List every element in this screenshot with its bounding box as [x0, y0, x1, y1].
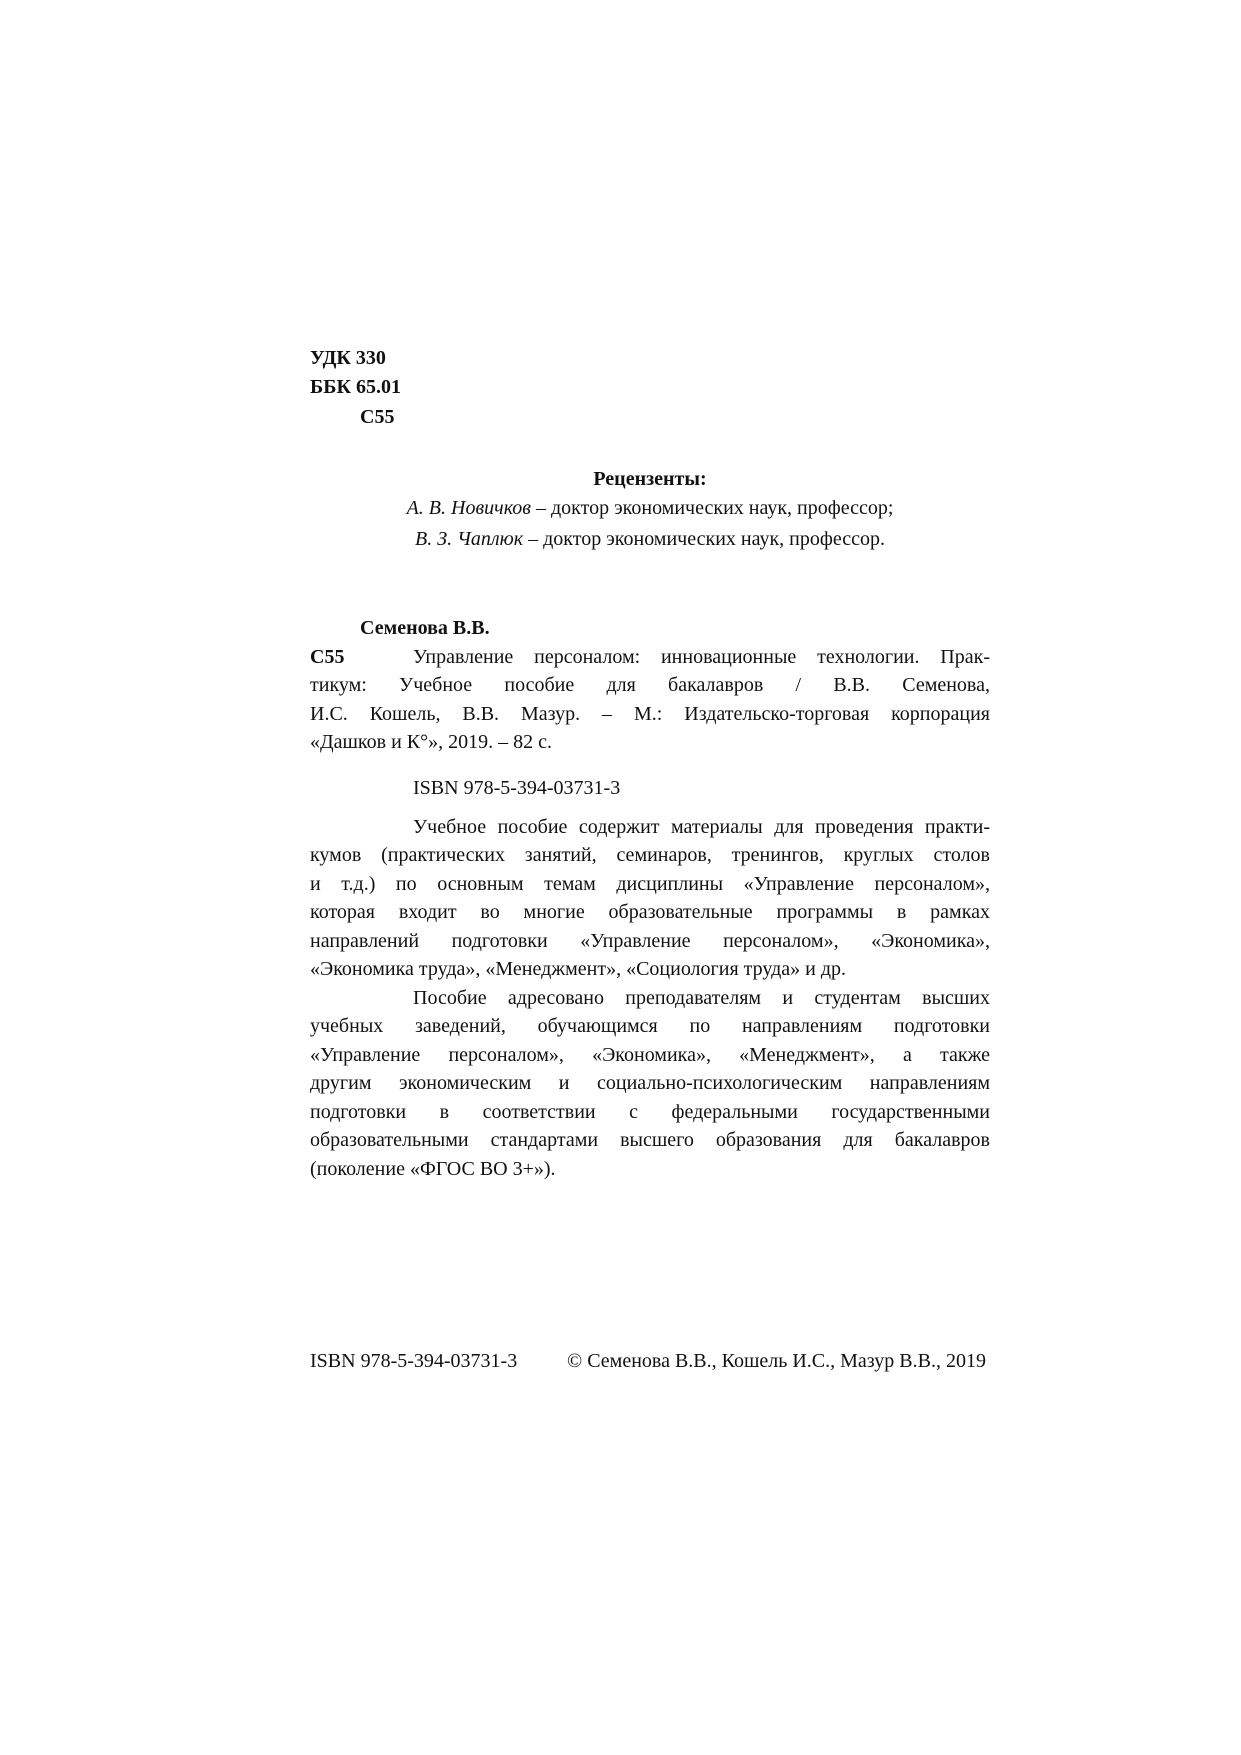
author-mark: С55 [360, 406, 395, 428]
reviewer-desc: – доктор экономических наук, профессор; [530, 497, 894, 519]
reviewer-2 [310, 525, 990, 553]
footer-copyright: © Семенова В.В., Кошель И.С., Мазур В.В., 2019 [567, 1350, 986, 1372]
abstract-line: Учебное пособие содержит материалы для проведения практи- [413, 816, 990, 838]
reviewer-name: В. З. Чаплюк [415, 528, 524, 550]
abstract-line: Пособие адресовано преподавателям и студентам высших [413, 987, 990, 1009]
entry-line: И.С. Кошель, В.В. Мазур. – М.: Издательско-торговая корпорация [310, 703, 990, 725]
entry-line: тикум: Учебное пособие для бакалавров / В.В. Семенова, [310, 674, 990, 696]
udk-code: УДК 330 [310, 347, 386, 369]
reviewers-heading: Рецензенты: [593, 468, 707, 490]
reviewer-1 [310, 494, 990, 522]
abstract-line: учебных заведений, обучающимся по направлениям подготовки [310, 1015, 990, 1037]
abstract-line: (поколение «ФГОС ВО 3+»). [310, 1158, 556, 1180]
abstract-line: «Экономика труда», «Менеджмент», «Социология труда» и др. [310, 958, 847, 980]
footer-isbn: ISBN 978-5-394-03731-3 [310, 1350, 518, 1372]
entry-line: «Дашков и К°», 2019. – 82 с. [310, 731, 552, 753]
abstract-line: другим экономическим и социально-психологическим направлениям [310, 1072, 990, 1094]
entry-isbn: ISBN 978-5-394-03731-3 [413, 777, 621, 799]
entry-author: Семенова В.В. [360, 617, 490, 639]
reviewer-desc: – доктор экономических наук, профессор. [523, 528, 885, 550]
abstract-line: которая входит во многие образовательные программы в рамках [310, 901, 990, 923]
bbk-code: ББК 65.01 [310, 376, 401, 398]
abstract-line: и т.д.) по основным темам дисциплины «Управление персоналом», [310, 873, 990, 895]
reviewer-name: А. В. Новичков [406, 497, 531, 519]
abstract-line: кумов (практических занятий, семинаров, тренингов, круглых столов [310, 844, 990, 866]
abstract-line: направлений подготовки «Управление персоналом», «Экономика», [310, 930, 990, 952]
entry-line: Управление персоналом: инновационные технологии. Прак- [413, 646, 990, 668]
entry-mark: С55 [310, 646, 345, 668]
abstract-line: «Управление персоналом», «Экономика», «Менеджмент», а также [310, 1044, 990, 1066]
abstract-line: подготовки в соответствии с федеральными государственными [310, 1101, 990, 1123]
abstract-line: образовательными стандартами высшего образования для бакалавров [310, 1129, 990, 1151]
